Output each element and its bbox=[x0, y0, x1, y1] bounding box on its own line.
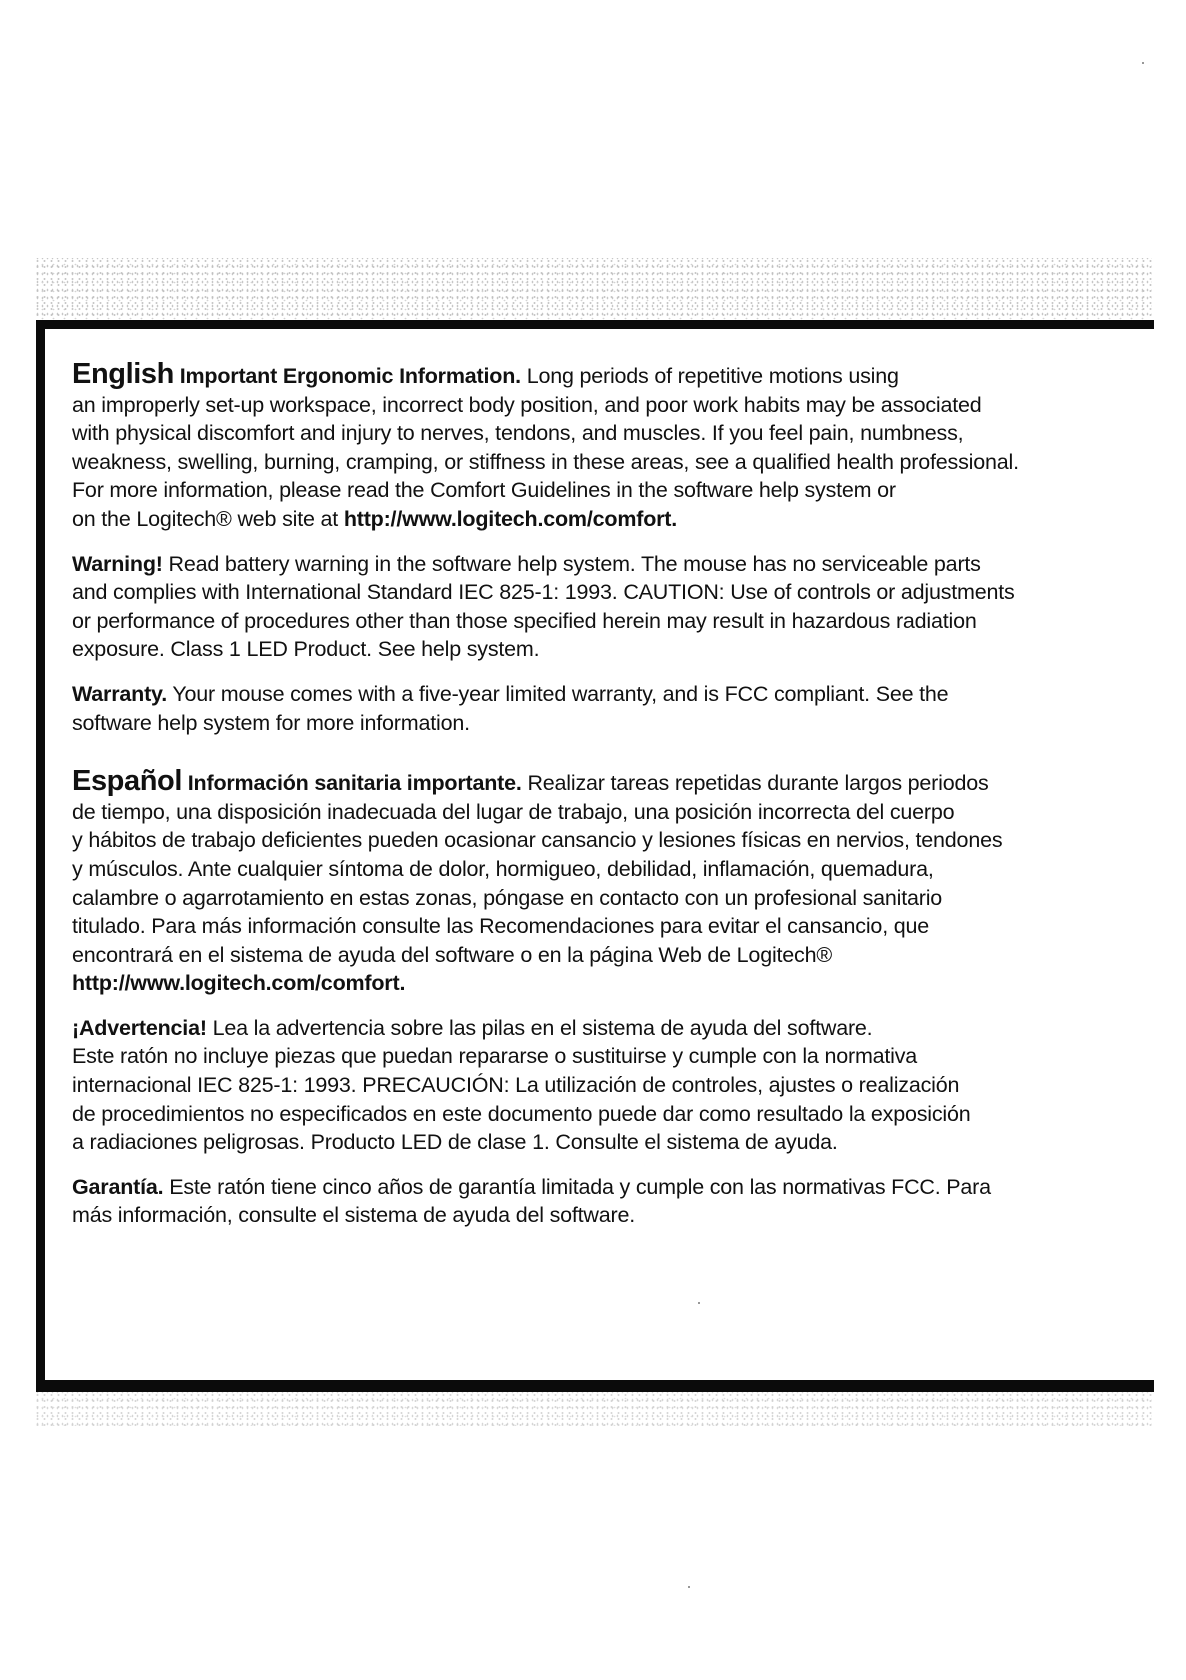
english-language-heading: English bbox=[72, 358, 174, 390]
text-line: Read battery warning in the software help system. The mouse has no serviceable parts bbox=[168, 551, 981, 576]
text-line: Long periods of repetitive motions using bbox=[526, 364, 899, 388]
text-line: Este ratón tiene cinco años de garantía limitada y cumple con las normativas FCC. Para bbox=[169, 1174, 991, 1199]
text-line: encontrará en el sistema de ayuda del software o en la página Web de Logitech® bbox=[72, 942, 833, 967]
notice-text bbox=[72, 360, 1142, 1246]
espanol-warranty-heading: Garantía. bbox=[72, 1174, 164, 1199]
espanol-ergonomic-heading: Información sanitaria importante. bbox=[187, 771, 522, 796]
comfort-url-link[interactable]: http://www.logitech.com/comfort. bbox=[343, 506, 678, 531]
text-line: on the Logitech® web site at bbox=[72, 506, 339, 531]
text-line: calambre o agarrotamiento en estas zonas, póngase en contacto con un profesional sanitario bbox=[72, 885, 943, 910]
text-line: an improperly set-up workspace, incorrect body position, and poor work habits may be associated bbox=[72, 392, 982, 417]
english-warranty-heading: Warranty. bbox=[72, 681, 167, 706]
text-line: exposure. Class 1 LED Product. See help system. bbox=[72, 637, 540, 662]
text-line: más información, consulte el sistema de ayuda del software. bbox=[72, 1203, 636, 1228]
espanol-warranty-paragraph bbox=[72, 1173, 1142, 1230]
scan-dust bbox=[688, 1586, 690, 1588]
english-warranty-paragraph bbox=[72, 680, 1142, 737]
scan-noise-bottom bbox=[34, 1392, 1152, 1426]
text-line: or performance of procedures other than those specified herein may result in hazardous radiation bbox=[72, 608, 977, 633]
text-line: Realizar tareas repetidas durante largos periodos bbox=[527, 771, 989, 796]
english-ergonomic-paragraph bbox=[72, 360, 1142, 534]
espanol-language-heading: Español bbox=[72, 765, 182, 798]
text-line: Your mouse comes with a five-year limited warranty, and is FCC compliant. See the bbox=[172, 681, 949, 706]
text-line: y hábitos de trabajo deficientes pueden ocasionar cansancio y lesiones físicas en nervios, tendones bbox=[72, 828, 1003, 853]
english-warning-heading: Warning! bbox=[72, 551, 163, 576]
text-line: Este ratón no incluye piezas que puedan repararse o sustituirse y cumple con la normativa bbox=[72, 1044, 918, 1069]
text-line: For more information, please read the Comfort Guidelines in the software help system or bbox=[72, 478, 896, 503]
text-line: with physical discomfort and injury to nerves, tendons, and muscles. If you feel pain, numbness, bbox=[72, 421, 964, 446]
text-line: weakness, swelling, burning, cramping, or stiffness in these areas, see a qualified health professional. bbox=[72, 449, 1019, 474]
scan-dust bbox=[698, 1302, 700, 1304]
scan-noise-top bbox=[34, 258, 1152, 324]
text-line: internacional IEC 825-1: 1993. PRECAUCIÓN: La utilización de controles, ajustes o realización bbox=[72, 1073, 960, 1098]
text-line: Lea la advertencia sobre las pilas en el sistema de ayuda del software. bbox=[212, 1015, 873, 1040]
espanol-warning-paragraph bbox=[72, 1014, 1142, 1157]
text-line: de procedimientos no especificados en este documento puede dar como resultado la exposición bbox=[72, 1101, 971, 1126]
text-line: y músculos. Ante cualquier síntoma de dolor, hormigueo, debilidad, inflamación, quemadura, bbox=[72, 856, 934, 881]
text-line: and complies with International Standard IEC 825-1: 1993. CAUTION: Use of controls or adjustments bbox=[72, 580, 1015, 605]
scan-dust bbox=[1142, 62, 1144, 64]
english-ergonomic-heading: Important Ergonomic Information. bbox=[179, 364, 521, 388]
english-warning-paragraph bbox=[72, 550, 1142, 664]
espanol-warning-heading: ¡Advertencia! bbox=[72, 1015, 207, 1040]
text-line: software help system for more information. bbox=[72, 710, 470, 735]
text-line: titulado. Para más información consulte las Recomendaciones para evitar el cansancio, que bbox=[72, 914, 930, 939]
text-line: a radiaciones peligrosas. Producto LED de clase 1. Consulte el sistema de ayuda. bbox=[72, 1130, 838, 1155]
comfort-url-link[interactable]: http://www.logitech.com/comfort. bbox=[72, 971, 406, 996]
text-line: de tiempo, una disposición inadecuada del lugar de trabajo, una posición incorrecta del cuerpo bbox=[72, 799, 955, 824]
espanol-ergonomic-paragraph bbox=[72, 767, 1142, 998]
